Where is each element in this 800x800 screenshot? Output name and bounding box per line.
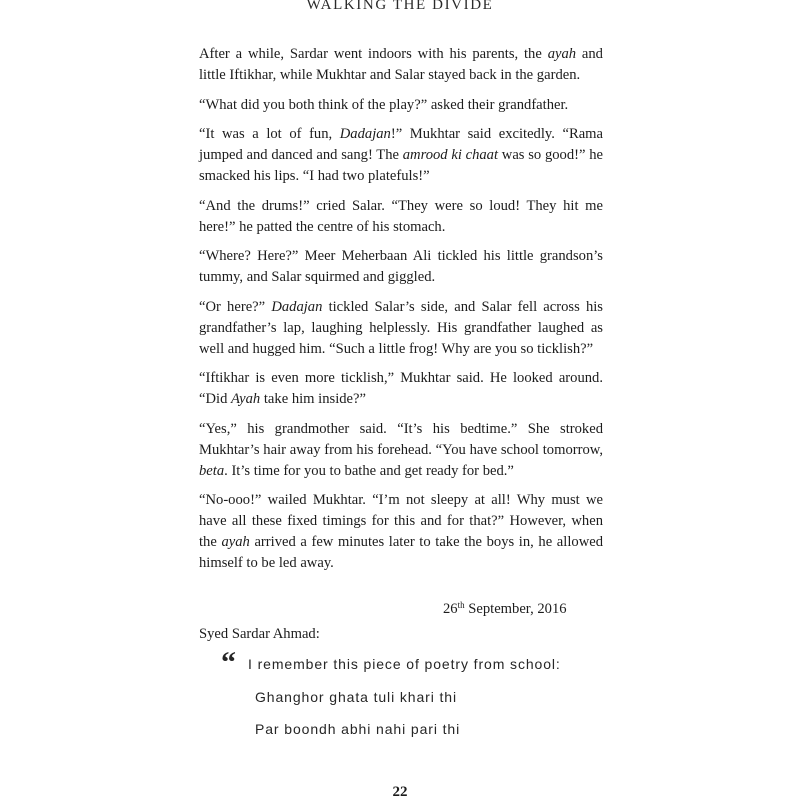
paragraph [199, 124, 603, 186]
paragraph [199, 95, 603, 116]
quote-lead-line: I remember this piece of poetry from school: [248, 656, 561, 672]
text-run: . It’s time for you to bathe and get ready for bed.” [224, 462, 514, 479]
paragraph [199, 490, 603, 573]
text-run: arrived a few minutes later to take the boys in, he allowed himself to be led away. [199, 533, 604, 571]
body-text [199, 44, 603, 583]
italic-term: Ayah [231, 391, 261, 408]
verse-line: Par boondh abhi nahi pari thi [255, 721, 461, 737]
text-run: and little Iftikhar, while Mukhtar and Salar stayed back in the garden. [199, 46, 603, 83]
text-run: “Or here?” [199, 298, 272, 315]
text-run: take him inside?” [260, 391, 366, 408]
text-run: “Iftikhar is even more ticklish,” Mukhtar said. He looked around. “Did [199, 370, 603, 408]
open-quote-mark: “ [221, 646, 237, 679]
text-run: “Yes,” his grandmother said. “It’s his bedtime.” She stroked Mukhtar’s hair away from his forehead. “You have school tomorrow, [199, 420, 603, 458]
verse-line: Ghanghor ghata tuli khari thi [255, 689, 457, 705]
page-number: 22 [392, 784, 408, 800]
paragraph [199, 196, 603, 238]
speaker-name: Syed Sardar Ahmad: [199, 626, 320, 642]
italic-term: ayah [221, 533, 250, 550]
paragraph [199, 297, 603, 359]
running-head: WALKING THE DIVIDE [306, 0, 494, 13]
italic-term: amrood ki chaat [402, 147, 499, 164]
paragraph [199, 246, 603, 288]
text-run: tickled Salar’s side, and Salar fell across his grandfather’s lap, laughing helplessly. His grandfather laughed as well and hugged him. “Such a little frog! Why are you so ticklish?” [199, 298, 603, 357]
entry-date [443, 595, 567, 619]
text-run: “And the drums!” cried Salar. “They were so loud! They hit me here!” he patted the centre of his stomach. [199, 197, 603, 235]
italic-term: ayah [547, 46, 577, 62]
text-run: was so good!” he smacked his lips. “I had two platefuls!” [199, 147, 603, 184]
text-run: “No-ooo!” wailed Mukhtar. “I’m not sleepy at all! Why must we have all these fixed timings for this and for that?” However, when the [199, 492, 603, 550]
paragraph [199, 368, 603, 410]
paragraph [199, 419, 603, 481]
text-run: After a while, Sardar went indoors with his parents, the [199, 46, 548, 62]
text-run: “What did you both think of the play?” asked their grandfather. [199, 96, 569, 113]
paragraph [199, 44, 603, 86]
date-suffix: th [457, 600, 465, 610]
date-day: 26 [443, 601, 458, 617]
text-run: “Where? Here?” Meer Meherbaan Ali tickled his little grandson’s tummy, and Salar squirmed and giggled. [199, 248, 603, 286]
italic-term: beta [199, 462, 225, 479]
text-run: “It was a lot of fun, [199, 126, 340, 143]
text-run: !” Mukhtar said excitedly. “Rama jumped and danced and sang! The [199, 126, 604, 164]
italic-term: Dadajan [339, 126, 391, 143]
date-rest: September, 2016 [464, 601, 567, 617]
italic-term: Dadajan [271, 298, 323, 315]
